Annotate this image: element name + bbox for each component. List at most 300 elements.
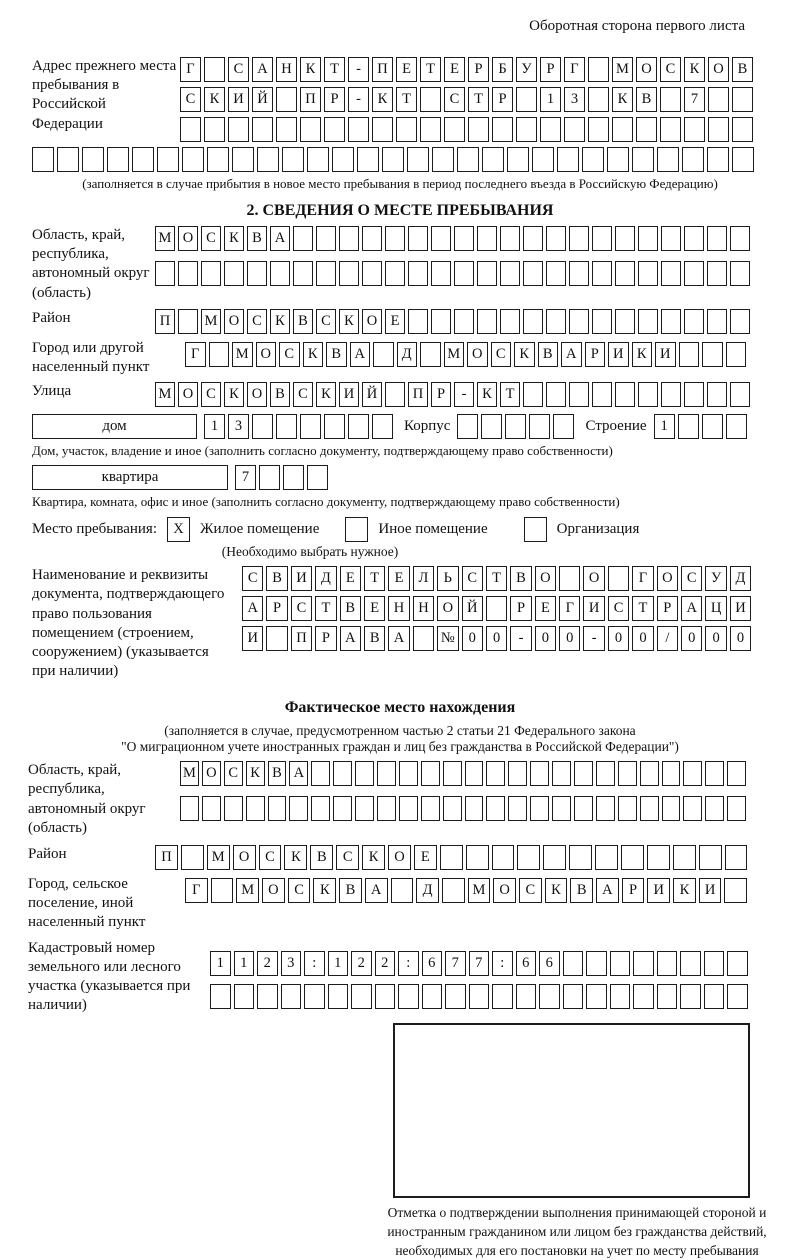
char-cell[interactable] <box>592 309 612 334</box>
char-cell[interactable]: С <box>660 57 681 82</box>
char-cell[interactable] <box>457 414 478 439</box>
char-cell[interactable] <box>454 261 474 286</box>
char-cell[interactable]: Р <box>468 57 489 82</box>
char-cell[interactable]: Р <box>540 57 561 82</box>
char-cell[interactable] <box>730 226 750 251</box>
char-cell[interactable] <box>276 87 297 112</box>
char-cell[interactable] <box>684 382 704 407</box>
char-cell[interactable] <box>377 796 396 821</box>
char-cell[interactable] <box>234 984 255 1009</box>
char-cell[interactable]: С <box>444 87 465 112</box>
char-cell[interactable] <box>732 87 753 112</box>
char-cell[interactable] <box>612 117 633 142</box>
char-cell[interactable]: Д <box>315 566 336 591</box>
char-cell[interactable] <box>508 796 527 821</box>
char-cell[interactable] <box>481 414 502 439</box>
char-cell[interactable]: А <box>350 342 371 367</box>
char-cell[interactable]: К <box>477 382 497 407</box>
char-cell[interactable] <box>486 596 507 621</box>
char-cell[interactable]: К <box>224 226 244 251</box>
char-cell[interactable] <box>559 566 580 591</box>
char-cell[interactable] <box>324 414 345 439</box>
char-cell[interactable] <box>505 414 526 439</box>
char-cell[interactable] <box>574 796 593 821</box>
char-cell[interactable]: И <box>699 878 722 903</box>
char-cell[interactable] <box>523 382 543 407</box>
char-cell[interactable] <box>107 147 129 172</box>
char-cell[interactable] <box>357 147 379 172</box>
char-cell[interactable] <box>486 761 505 786</box>
char-cell[interactable] <box>660 117 681 142</box>
char-cell[interactable] <box>582 147 604 172</box>
char-cell[interactable] <box>615 226 635 251</box>
char-cell[interactable]: Н <box>388 596 409 621</box>
char-cell[interactable] <box>660 87 681 112</box>
char-cell[interactable] <box>546 226 566 251</box>
char-cell[interactable] <box>539 984 560 1009</box>
char-cell[interactable] <box>266 626 287 651</box>
char-cell[interactable]: Г <box>632 566 653 591</box>
char-cell[interactable] <box>638 382 658 407</box>
char-cell[interactable]: В <box>538 342 559 367</box>
char-cell[interactable] <box>615 309 635 334</box>
char-cell[interactable] <box>270 261 290 286</box>
char-cell[interactable] <box>431 226 451 251</box>
char-cell[interactable]: П <box>300 87 321 112</box>
char-cell[interactable]: И <box>291 566 312 591</box>
char-cell[interactable]: Т <box>396 87 417 112</box>
char-cell[interactable] <box>247 261 267 286</box>
char-cell[interactable] <box>727 984 748 1009</box>
char-cell[interactable] <box>610 984 631 1009</box>
char-cell[interactable]: О <box>178 226 198 251</box>
char-cell[interactable] <box>372 414 393 439</box>
char-cell[interactable] <box>588 57 609 82</box>
char-cell[interactable] <box>638 261 658 286</box>
char-cell[interactable]: С <box>201 382 221 407</box>
char-cell[interactable] <box>673 845 696 870</box>
char-cell[interactable] <box>508 761 527 786</box>
char-cell[interactable] <box>500 309 520 334</box>
char-cell[interactable] <box>178 309 198 334</box>
char-cell[interactable] <box>707 147 729 172</box>
char-cell[interactable] <box>477 309 497 334</box>
char-cell[interactable] <box>132 147 154 172</box>
char-cell[interactable] <box>257 984 278 1009</box>
char-cell[interactable] <box>281 984 302 1009</box>
char-cell[interactable]: М <box>207 845 230 870</box>
checkbox-inoe[interactable] <box>345 517 368 542</box>
char-cell[interactable]: Р <box>622 878 645 903</box>
char-cell[interactable] <box>209 342 230 367</box>
char-cell[interactable] <box>633 984 654 1009</box>
char-cell[interactable] <box>316 261 336 286</box>
char-cell[interactable] <box>732 147 754 172</box>
char-cell[interactable] <box>454 309 474 334</box>
char-cell[interactable]: 1 <box>204 414 225 439</box>
char-cell[interactable] <box>408 309 428 334</box>
char-cell[interactable]: Т <box>364 566 385 591</box>
char-cell[interactable] <box>707 382 727 407</box>
char-cell[interactable]: О <box>437 596 458 621</box>
char-cell[interactable]: - <box>510 626 531 651</box>
char-cell[interactable] <box>569 226 589 251</box>
char-cell[interactable] <box>311 796 330 821</box>
char-cell[interactable] <box>563 984 584 1009</box>
char-cell[interactable]: П <box>155 309 175 334</box>
char-cell[interactable] <box>632 147 654 172</box>
char-cell[interactable]: В <box>266 566 287 591</box>
char-cell[interactable]: С <box>242 566 263 591</box>
char-cell[interactable]: С <box>336 845 359 870</box>
char-cell[interactable] <box>181 845 204 870</box>
char-cell[interactable]: К <box>673 878 696 903</box>
char-cell[interactable] <box>569 309 589 334</box>
char-cell[interactable]: 7 <box>684 87 705 112</box>
char-cell[interactable]: О <box>583 566 604 591</box>
char-cell[interactable]: А <box>289 761 308 786</box>
char-cell[interactable]: Р <box>431 382 451 407</box>
char-cell[interactable]: 0 <box>632 626 653 651</box>
char-cell[interactable]: А <box>388 626 409 651</box>
char-cell[interactable] <box>332 147 354 172</box>
char-cell[interactable]: К <box>303 342 324 367</box>
char-cell[interactable]: Е <box>385 309 405 334</box>
char-cell[interactable] <box>204 57 225 82</box>
char-cell[interactable] <box>182 147 204 172</box>
char-cell[interactable] <box>211 878 234 903</box>
char-cell[interactable]: Н <box>413 596 434 621</box>
char-cell[interactable]: В <box>268 761 287 786</box>
char-cell[interactable]: П <box>408 382 428 407</box>
char-cell[interactable] <box>569 845 592 870</box>
char-cell[interactable]: У <box>516 57 537 82</box>
char-cell[interactable] <box>596 761 615 786</box>
char-cell[interactable] <box>586 984 607 1009</box>
char-cell[interactable]: М <box>180 761 199 786</box>
char-cell[interactable] <box>705 796 724 821</box>
char-cell[interactable] <box>443 796 462 821</box>
char-cell[interactable] <box>180 117 201 142</box>
char-cell[interactable] <box>492 117 513 142</box>
char-cell[interactable]: С <box>279 342 300 367</box>
char-cell[interactable]: Ц <box>705 596 726 621</box>
char-cell[interactable] <box>362 226 382 251</box>
char-cell[interactable]: И <box>730 596 751 621</box>
char-cell[interactable] <box>304 984 325 1009</box>
char-cell[interactable] <box>57 147 79 172</box>
char-cell[interactable]: К <box>313 878 336 903</box>
char-cell[interactable]: 0 <box>559 626 580 651</box>
char-cell[interactable] <box>636 117 657 142</box>
char-cell[interactable]: В <box>310 845 333 870</box>
char-cell[interactable]: О <box>202 761 221 786</box>
char-cell[interactable] <box>246 796 265 821</box>
char-cell[interactable]: П <box>155 845 178 870</box>
char-cell[interactable] <box>385 382 405 407</box>
char-cell[interactable]: - <box>583 626 604 651</box>
char-cell[interactable]: Е <box>396 57 417 82</box>
char-cell[interactable] <box>657 951 678 976</box>
char-cell[interactable]: Р <box>585 342 606 367</box>
char-cell[interactable]: К <box>362 845 385 870</box>
char-cell[interactable] <box>532 147 554 172</box>
char-cell[interactable]: К <box>514 342 535 367</box>
char-cell[interactable]: У <box>705 566 726 591</box>
char-cell[interactable] <box>592 382 612 407</box>
char-cell[interactable]: И <box>583 596 604 621</box>
char-cell[interactable] <box>596 796 615 821</box>
char-cell[interactable]: А <box>270 226 290 251</box>
char-cell[interactable] <box>339 261 359 286</box>
char-cell[interactable]: 1 <box>654 414 675 439</box>
char-cell[interactable]: О <box>256 342 277 367</box>
char-cell[interactable]: В <box>326 342 347 367</box>
char-cell[interactable] <box>543 845 566 870</box>
char-cell[interactable] <box>517 845 540 870</box>
char-cell[interactable]: С <box>259 845 282 870</box>
char-cell[interactable]: / <box>657 626 678 651</box>
char-cell[interactable] <box>516 117 537 142</box>
char-cell[interactable]: С <box>462 566 483 591</box>
char-cell[interactable]: О <box>247 382 267 407</box>
char-cell[interactable] <box>477 261 497 286</box>
char-cell[interactable]: О <box>388 845 411 870</box>
char-cell[interactable] <box>607 147 629 172</box>
char-cell[interactable]: С <box>288 878 311 903</box>
char-cell[interactable] <box>348 414 369 439</box>
char-cell[interactable] <box>204 117 225 142</box>
char-cell[interactable] <box>399 761 418 786</box>
char-cell[interactable]: Й <box>462 596 483 621</box>
char-cell[interactable]: К <box>300 57 321 82</box>
char-cell[interactable] <box>569 261 589 286</box>
char-cell[interactable]: В <box>732 57 753 82</box>
char-cell[interactable] <box>180 796 199 821</box>
char-cell[interactable]: О <box>233 845 256 870</box>
char-cell[interactable]: С <box>316 309 336 334</box>
char-cell[interactable]: Е <box>364 596 385 621</box>
char-cell[interactable] <box>268 796 287 821</box>
char-cell[interactable] <box>725 845 748 870</box>
char-cell[interactable] <box>540 117 561 142</box>
char-cell[interactable] <box>307 147 329 172</box>
char-cell[interactable]: 0 <box>705 626 726 651</box>
char-cell[interactable] <box>228 117 249 142</box>
char-cell[interactable] <box>500 261 520 286</box>
char-cell[interactable]: И <box>608 342 629 367</box>
char-cell[interactable] <box>391 878 414 903</box>
char-cell[interactable]: 7 <box>469 951 490 976</box>
char-cell[interactable] <box>373 342 394 367</box>
char-cell[interactable] <box>615 382 635 407</box>
char-cell[interactable] <box>621 845 644 870</box>
checkbox-organizatsiya[interactable] <box>524 517 547 542</box>
char-cell[interactable]: Д <box>416 878 439 903</box>
char-cell[interactable] <box>432 147 454 172</box>
char-cell[interactable] <box>457 147 479 172</box>
char-cell[interactable]: А <box>596 878 619 903</box>
char-cell[interactable]: О <box>362 309 382 334</box>
char-cell[interactable]: С <box>180 87 201 112</box>
char-cell[interactable] <box>633 951 654 976</box>
char-cell[interactable]: Д <box>730 566 751 591</box>
char-cell[interactable]: М <box>155 226 175 251</box>
char-cell[interactable] <box>661 261 681 286</box>
char-cell[interactable]: В <box>247 226 267 251</box>
char-cell[interactable] <box>647 845 670 870</box>
char-cell[interactable] <box>468 117 489 142</box>
char-cell[interactable] <box>465 796 484 821</box>
char-cell[interactable] <box>224 796 243 821</box>
char-cell[interactable] <box>408 261 428 286</box>
char-cell[interactable]: 0 <box>681 626 702 651</box>
char-cell[interactable]: Г <box>180 57 201 82</box>
char-cell[interactable]: Й <box>252 87 273 112</box>
char-cell[interactable]: А <box>365 878 388 903</box>
char-cell[interactable] <box>727 951 748 976</box>
char-cell[interactable] <box>726 342 747 367</box>
char-cell[interactable] <box>443 761 462 786</box>
char-cell[interactable] <box>732 117 753 142</box>
char-cell[interactable] <box>32 147 54 172</box>
char-cell[interactable] <box>252 117 273 142</box>
char-cell[interactable]: О <box>262 878 285 903</box>
char-cell[interactable] <box>680 984 701 1009</box>
checkbox-zhiloe[interactable]: X <box>167 517 190 542</box>
char-cell[interactable]: С <box>681 566 702 591</box>
char-cell[interactable]: Д <box>397 342 418 367</box>
char-cell[interactable] <box>730 382 750 407</box>
char-cell[interactable] <box>178 261 198 286</box>
char-cell[interactable] <box>289 796 308 821</box>
char-cell[interactable] <box>398 984 419 1009</box>
char-cell[interactable] <box>155 261 175 286</box>
char-cell[interactable]: 3 <box>281 951 302 976</box>
char-cell[interactable]: 2 <box>375 951 396 976</box>
char-cell[interactable] <box>662 796 681 821</box>
char-cell[interactable]: М <box>201 309 221 334</box>
char-cell[interactable]: Е <box>340 566 361 591</box>
char-cell[interactable] <box>385 261 405 286</box>
char-cell[interactable]: К <box>204 87 225 112</box>
char-cell[interactable]: 2 <box>257 951 278 976</box>
char-cell[interactable] <box>657 147 679 172</box>
char-cell[interactable] <box>82 147 104 172</box>
char-cell[interactable]: М <box>236 878 259 903</box>
char-cell[interactable] <box>201 261 221 286</box>
char-cell[interactable]: 0 <box>486 626 507 651</box>
char-cell[interactable] <box>530 761 549 786</box>
char-cell[interactable] <box>293 261 313 286</box>
char-cell[interactable] <box>552 761 571 786</box>
char-cell[interactable] <box>683 761 702 786</box>
char-cell[interactable]: 2 <box>351 951 372 976</box>
char-cell[interactable] <box>385 226 405 251</box>
char-cell[interactable]: 1 <box>234 951 255 976</box>
char-cell[interactable] <box>413 626 434 651</box>
char-cell[interactable] <box>546 309 566 334</box>
char-cell[interactable]: К <box>372 87 393 112</box>
char-cell[interactable] <box>422 984 443 1009</box>
char-cell[interactable] <box>529 414 550 439</box>
char-cell[interactable] <box>444 117 465 142</box>
char-cell[interactable]: Т <box>486 566 507 591</box>
char-cell[interactable] <box>375 984 396 1009</box>
char-cell[interactable] <box>282 147 304 172</box>
char-cell[interactable] <box>618 761 637 786</box>
char-cell[interactable] <box>355 796 374 821</box>
char-cell[interactable] <box>431 261 451 286</box>
char-cell[interactable] <box>615 261 635 286</box>
char-cell[interactable] <box>445 984 466 1009</box>
char-cell[interactable]: 6 <box>422 951 443 976</box>
char-cell[interactable]: С <box>228 57 249 82</box>
char-cell[interactable] <box>708 117 729 142</box>
char-cell[interactable] <box>377 761 396 786</box>
char-cell[interactable]: Р <box>324 87 345 112</box>
char-cell[interactable]: Ь <box>437 566 458 591</box>
char-cell[interactable] <box>421 796 440 821</box>
char-cell[interactable]: : <box>492 951 513 976</box>
char-cell[interactable]: 3 <box>228 414 249 439</box>
char-cell[interactable]: Г <box>559 596 580 621</box>
char-cell[interactable] <box>516 87 537 112</box>
char-cell[interactable]: А <box>340 626 361 651</box>
char-cell[interactable]: О <box>657 566 678 591</box>
char-cell[interactable]: Б <box>492 57 513 82</box>
char-cell[interactable]: 3 <box>564 87 585 112</box>
char-cell[interactable]: : <box>398 951 419 976</box>
char-cell[interactable] <box>523 261 543 286</box>
char-cell[interactable] <box>276 414 297 439</box>
char-cell[interactable]: В <box>340 596 361 621</box>
char-cell[interactable]: В <box>636 87 657 112</box>
char-cell[interactable] <box>569 382 589 407</box>
char-cell[interactable] <box>610 951 631 976</box>
char-cell[interactable] <box>207 147 229 172</box>
char-cell[interactable]: Е <box>535 596 556 621</box>
char-cell[interactable] <box>157 147 179 172</box>
char-cell[interactable]: К <box>545 878 568 903</box>
char-cell[interactable]: Г <box>564 57 585 82</box>
char-cell[interactable] <box>699 845 722 870</box>
char-cell[interactable]: А <box>681 596 702 621</box>
char-cell[interactable] <box>486 796 505 821</box>
char-cell[interactable] <box>421 761 440 786</box>
char-cell[interactable]: 0 <box>730 626 751 651</box>
char-cell[interactable] <box>333 761 352 786</box>
char-cell[interactable]: К <box>632 342 653 367</box>
char-cell[interactable] <box>324 117 345 142</box>
char-cell[interactable] <box>382 147 404 172</box>
char-cell[interactable]: Т <box>500 382 520 407</box>
char-cell[interactable] <box>592 261 612 286</box>
char-cell[interactable]: О <box>636 57 657 82</box>
char-cell[interactable] <box>293 226 313 251</box>
char-cell[interactable] <box>564 117 585 142</box>
char-cell[interactable]: К <box>316 382 336 407</box>
char-cell[interactable] <box>372 117 393 142</box>
char-cell[interactable] <box>678 414 699 439</box>
char-cell[interactable]: К <box>246 761 265 786</box>
char-cell[interactable]: Т <box>632 596 653 621</box>
char-cell[interactable] <box>333 796 352 821</box>
char-cell[interactable] <box>592 226 612 251</box>
char-cell[interactable]: В <box>570 878 593 903</box>
char-cell[interactable] <box>440 845 463 870</box>
char-cell[interactable] <box>202 796 221 821</box>
